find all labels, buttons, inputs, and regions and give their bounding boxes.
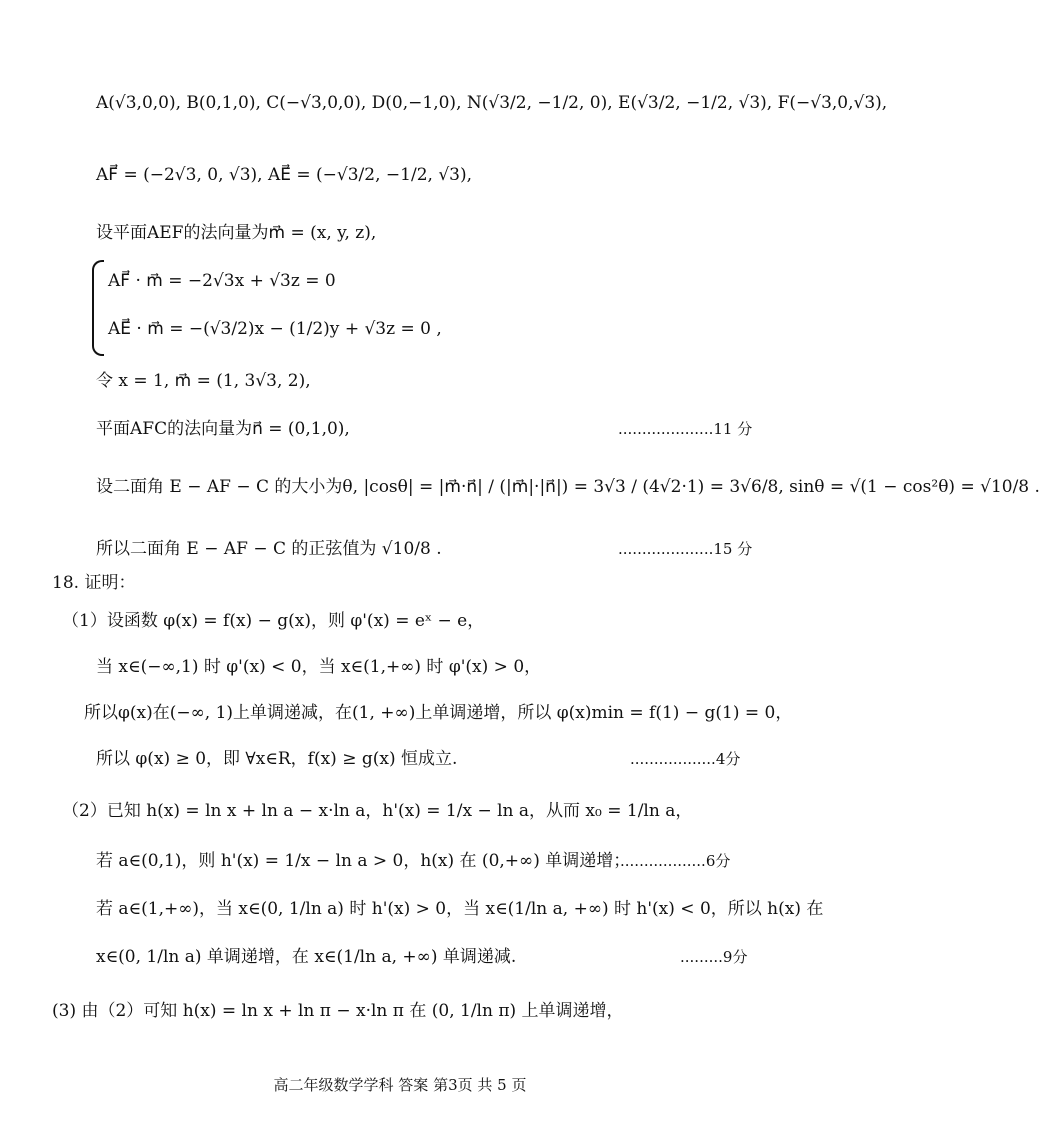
normal-vector-setup: 设平面AEF的法向量为m⃗ = (x, y, z), [96,223,377,243]
part-2-conclusion: x∈(0, 1/ln a) 单调递增，在 x∈(1/ln a, +∞) 单调递减. [96,947,517,967]
vectors-line: AF⃗ = (−2√3, 0, √3), AE⃗ = (−√3/2, −1/2, √3), [96,165,473,185]
system-equation-2: AE⃗ · m⃗ = −(√3/2)x − (1/2)y + √3z = 0 , [108,319,442,339]
part-2-case-a-gt-1: 若 a∈(1,+∞)，当 x∈(0, 1/ln a) 时 h'(x) > 0，当 x∈(1/ln a, +∞) 时 h'(x) < 0，所以 h(x) 在 [96,899,824,919]
plane-afc-normal: 平面AFC的法向量为n⃗ = (0,1,0), [96,419,350,439]
score-mark-4: ..................4分 [630,750,741,768]
part-1-define: （1）设函数 φ(x) = f(x) − g(x)，则 φ'(x) = eˣ − e， [62,611,485,631]
dihedral-angle-calc: 设二面角 E − AF − C 的大小为θ, |cosθ| = |m⃗·n⃗| / (|m⃗|·|n⃗|) = 3√3 / (4√2·1) = 3√6/8, sinθ = √(1 − cos²θ) = √10/8 . [96,477,1040,497]
score-mark-11: ....................11 分 [618,420,753,438]
score-mark-6: ..................6分 [620,852,731,870]
part-1-conclusion: 所以 φ(x) ≥ 0，即 ∀x∈R，f(x) ≥ g(x) 恒成立. [96,749,458,769]
score-mark-9: .........9分 [680,948,748,966]
page-footer: 高二年级数学学科 答案 第3页 共 5 页 [273,1076,527,1094]
part-1-monotonic: 当 x∈(−∞,1) 时 φ'(x) < 0，当 x∈(1,+∞) 时 φ'(x) > 0， [96,657,542,677]
dihedral-conclusion: 所以二面角 E − AF − C 的正弦值为 √10/8 . [96,539,442,559]
score-mark-15: ....................15 分 [618,540,753,558]
part-2-define: （2）已知 h(x) = ln x + ln a − x·ln a，h'(x) = 1/x − ln a，从而 x₀ = 1/ln a， [62,801,693,821]
part-1-minimum: 所以φ(x)在(−∞, 1)上单调递减，在(1, +∞)上单调递增，所以 φ(x)min = f(1) − g(1) = 0， [84,703,793,723]
let-x-line: 令 x = 1, m⃗ = (1, 3√3, 2), [96,371,311,391]
coordinates-line: A(√3,0,0), B(0,1,0), C(−√3,0,0), D(0,−1,0), N(√3/2, −1/2, 0), E(√3/2, −1/2, √3), F(−√3,0,√3), [96,93,888,113]
system-brace [92,260,104,356]
part-3-start: (3) 由（2）可知 h(x) = ln x + ln π − x·ln π 在 (0, 1/ln π) 上单调递增， [52,1001,624,1021]
system-equation-1: AF⃗ · m⃗ = −2√3x + √3z = 0 [108,271,336,291]
part-2-case-a-lt-1: 若 a∈(0,1)，则 h'(x) = 1/x − ln a > 0，h(x) 在 (0,+∞) 单调递增； [96,851,631,871]
problem-18-heading: 18. 证明： [52,573,136,593]
